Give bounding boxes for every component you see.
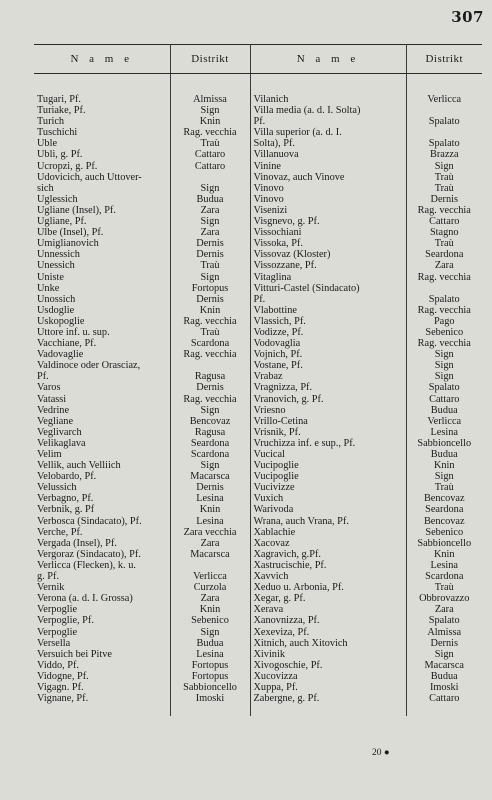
district-cell: Sign [434,371,454,383]
table-row [34,371,482,382]
place-name-cell: Vucical [250,449,406,460]
place-name-cell: Vegliane [34,416,170,427]
district-cell: Traù [434,482,454,494]
district-cell: Budua [430,404,458,416]
place-name-cell: Villa media (a. d. I. Solta) [250,105,406,116]
district-cell: Sign [170,460,250,471]
table-row [34,582,482,593]
district-cell: Budua [430,670,458,682]
place-name-cell: Verbagno, Pf. [34,493,170,504]
district-cell: Sebenico [425,526,464,538]
district-cell: Sign [434,471,454,483]
place-name-cell: Xastrucischie, Pf. [250,560,406,571]
district-cell: Traù [434,171,454,183]
place-name-cell: Vlassich, Pf. [250,316,406,327]
district-cell: Zara [170,593,250,604]
table-row [34,493,482,504]
place-name-cell: Verpoglie [34,627,170,638]
place-name-cell: Turich [34,116,170,127]
place-name-cell: Uble [34,138,170,149]
place-name-cell: Visgnevo, g. Pf. [250,216,406,227]
place-name-cell: Vignane, Pf. [34,693,170,716]
district-cell: Knin [170,504,250,515]
place-name-cell: Uskopoglie [34,316,170,327]
district-cell: Rag. vecchia [170,127,250,138]
place-name-cell: Verbosca (Sindacato), Pf. [34,516,170,527]
district-cell: Rag. vecchia [170,316,250,327]
district-cell: Cattaro [429,216,460,228]
place-name-cell: Ubli, g. Pf. [34,149,170,160]
signature-mark: 20 ● [372,748,390,758]
table-row [34,449,482,460]
district-cell: Seardona [170,438,250,449]
table-row [34,360,482,371]
place-name-cell: Unnessich [34,249,170,260]
table-row [34,638,482,649]
place-name-cell: Versuich bei Pitve [34,649,170,660]
page-number: 307 [451,8,484,26]
table-row [34,316,482,327]
place-name-cell: Verbnik, g. Pf [34,504,170,515]
district-cell: Sign [170,183,250,194]
table-row [34,349,482,360]
place-name-cell: Verche, Pf. [34,527,170,538]
district-cell: Traù [434,238,454,250]
place-name-cell: Vodovaglia [250,338,406,349]
district-cell: Fortopus [170,283,250,294]
table-row [34,116,482,127]
district-cell [406,105,482,116]
district-cell: Macarsca [170,549,250,560]
table-row [34,216,482,227]
table-row [34,593,482,604]
header-distrikt-left: Distrikt [170,45,250,74]
place-name-cell: Uglessich [34,194,170,205]
place-name-cell: Vacchiane, Pf. [34,338,170,349]
table-row [34,74,482,106]
place-name-cell: Vatassi [34,394,170,405]
district-cell: Sign [434,160,454,172]
place-name-cell: Solta), Pf. [250,138,406,149]
place-name-cell: Verlicca (Flecken), k. u. [34,560,170,571]
place-name-cell: Vlabottine [250,305,406,316]
table-row [34,538,482,549]
place-name-cell: Pf. [250,294,406,305]
district-cell: Dernis [170,382,250,393]
district-cell: Lesina [170,493,250,504]
place-name-cell: Viddo, Pf. [34,660,170,671]
table-body [34,74,482,717]
place-name-cell: Uttore inf. u. sup. [34,327,170,338]
place-name-cell: Versella [34,638,170,649]
district-cell: Knin [170,604,250,615]
district-cell: Traù [434,182,454,194]
district-cell: Imoski [429,681,459,693]
district-cell: Pago [433,315,455,327]
district-cell: Lesina [430,426,458,438]
table-row [34,382,482,393]
place-name-cell: Vrabaz [250,371,406,382]
place-name-cell: Velim [34,449,170,460]
table-row [34,571,482,582]
table-row [34,516,482,527]
district-cell: Sebenico [170,615,250,626]
place-name-cell: Xacovaz [250,538,406,549]
district-cell: Dernis [170,249,250,260]
place-name-cell: Vinovo [250,194,406,205]
place-name-cell: Pf. [250,116,406,127]
district-cell [406,127,482,138]
district-cell: Sign [170,216,250,227]
place-name-cell: Xivogoschie, Pf. [250,660,406,671]
district-cell: Zara [170,538,250,549]
district-cell: Verlicca [170,571,250,582]
district-cell [170,360,250,371]
district-cell: Stagno [429,227,459,239]
district-cell: Ragusa [170,427,250,438]
district-cell: Traù [434,582,454,594]
place-name-cell: Usdoglie [34,305,170,316]
district-cell: Budua [170,194,250,205]
place-name-cell: Vissovaz (Kloster) [250,249,406,260]
place-name-cell: Vrillo-Cetina [250,416,406,427]
place-name-cell: Xegar, g. Pf. [250,593,406,604]
place-name-cell: Vinovaz, auch Vinove [250,172,406,183]
place-name-cell: Xivinik [250,649,406,660]
place-name-cell: Xagravich, g.Pf. [250,549,406,560]
district-cell: Verlicca [427,415,462,427]
district-cell: Sign [170,105,250,116]
place-name-cell: Vitturi-Castel (Sindacato) [250,283,406,294]
table-row [34,138,482,149]
district-cell: Zara [170,205,250,216]
district-cell: Spalato [428,382,460,394]
place-name-cell: Umiglianovich [34,238,170,249]
place-name-cell: Vruchizza inf. e sup., Pf. [250,438,406,449]
district-cell [170,172,250,183]
table-row [34,161,482,172]
district-cell: Scardona [170,338,250,349]
district-cell: Zara [170,227,250,238]
district-cell: Zara vecchia [170,527,250,538]
district-cell: Scardona [425,571,464,583]
table-row [34,294,482,305]
place-name-cell: Velussich [34,482,170,493]
place-name-cell: Xitnich, auch Xitovich [250,638,406,649]
table-row [34,238,482,249]
district-cell: Curzola [170,582,250,593]
place-name-cell: g. Pf. [34,571,170,582]
table-row [34,194,482,205]
district-cell: Dernis [430,637,458,649]
table-row [34,549,482,560]
place-name-cell: Villanuova [250,149,406,160]
place-name-cell: Vidogne, Pf. [34,671,170,682]
table-row [34,127,482,138]
district-cell: Dernis [170,238,250,249]
district-cell: Almissa [427,626,462,638]
table-row [34,149,482,160]
district-cell: Seardona [425,249,464,261]
table-row [34,283,482,294]
district-cell: Spalato [428,615,460,627]
district-cell: Dernis [170,294,250,305]
place-name-cell: Velobardo, Pf. [34,471,170,482]
place-name-cell: Vedrine [34,405,170,416]
district-cell: Lesina [170,649,250,660]
table-row [34,615,482,626]
district-cell: Bencovaz [423,515,465,527]
district-cell: Rag. vecchia [417,204,471,216]
district-cell: Traù [170,138,250,149]
place-name-cell: Vissoka, Pf. [250,238,406,249]
district-cell: Rag. vecchia [417,304,471,316]
place-name-cell: Vellik, auch Velliich [34,460,170,471]
district-cell: Spalato [428,138,460,150]
place-name-cell: Vuxich [250,493,406,504]
district-cell: Cattaro [429,693,460,705]
place-name-cell: Vojnich, Pf. [250,349,406,360]
place-name-cell: Wrana, auch Vrana, Pf. [250,516,406,527]
place-name-cell: Xuppa, Pf. [250,682,406,693]
place-name-cell: Vinine [250,161,406,172]
table-row [34,394,482,405]
table-row [34,305,482,316]
district-cell: Spalato [428,293,460,305]
district-cell: Macarsca [424,659,464,671]
place-name-cell: Vragnizza, Pf. [250,382,406,393]
place-name-cell: sich [34,183,170,194]
table-row [34,405,482,416]
table-row [34,604,482,615]
place-name-cell: Vissochiani [250,227,406,238]
table-row [34,227,482,238]
district-cell: Ragusa [170,371,250,382]
place-name-cell: Xanovnizza, Pf. [250,615,406,626]
district-cell: Macarsca [170,471,250,482]
place-name-cell: Verpoglie, Pf. [34,615,170,626]
place-name-cell: Turiake, Pf. [34,105,170,116]
place-name-cell: Unessich [34,260,170,271]
district-cell: Cattaro [170,161,250,172]
place-name-cell: Veglivarch [34,427,170,438]
place-name-cell: Vrisnik, Pf. [250,427,406,438]
district-cell: Sabbioncello [417,437,472,449]
table-row [34,416,482,427]
district-cell: Bencovaz [170,416,250,427]
district-cell: Brazza [429,149,459,161]
district-cell: Rag. vecchia [417,338,471,350]
place-name-cell: Ugliane (Insel), Pf. [34,205,170,216]
district-cell: Sign [170,272,250,283]
district-cell: Cattaro [429,393,460,405]
district-cell: Dernis [430,193,458,205]
district-cell [406,283,482,294]
place-name-cell: Vucipoglie [250,460,406,471]
district-cell: Seardona [425,504,464,516]
place-name-cell: Unossich [34,294,170,305]
place-name-cell: Varos [34,382,170,393]
place-name-cell: Xexeviza, Pf. [250,627,406,638]
district-cell: Traù [170,260,250,271]
header-name-right: N a m e [250,45,406,74]
district-cell: Zara [434,260,454,272]
place-name-cell: Verona (a. d. I. Grossa) [34,593,170,604]
place-name-cell: Vigagn. Pf. [34,682,170,693]
district-cell: Budua [170,638,250,649]
place-name-cell: Vranovich, g. Pf. [250,394,406,405]
place-name-cell: Vriesno [250,405,406,416]
place-name-cell: Vitaglina [250,272,406,283]
district-cell: Obbrovazzo [419,593,470,605]
place-name-cell: Vodizze, Pf. [250,327,406,338]
place-name-cell: Vilanich [250,74,406,106]
district-cell: Knin [170,116,250,127]
table-row [34,627,482,638]
district-cell: Fortopus [170,671,250,682]
district-cell: Rag. vecchia [417,271,471,283]
place-name-cell: Vergada (Insel), Pf. [34,538,170,549]
district-cell: Spalato [428,116,460,128]
district-cell: Rag. vecchia [170,394,250,405]
place-name-cell: Warivoda [250,504,406,515]
place-name-cell: Vucipoglie [250,471,406,482]
header-distrikt-right: Distrikt [406,45,482,74]
place-name-cell: Vinovo [250,183,406,194]
table-row [34,671,482,682]
table-row [34,327,482,338]
district-cell: Verlicca [427,94,462,105]
table-row [34,560,482,571]
place-name-cell: Vergoraz (Sindacato), Pf. [34,549,170,560]
place-name-cell: Valdinoce oder Orasciaz, [34,360,170,371]
table-row [34,205,482,216]
table-row [34,249,482,260]
district-cell: Sign [434,648,454,660]
district-cell: Sign [434,349,454,361]
place-name-cell: Visenizi [250,205,406,216]
district-cell: Lesina [430,559,458,571]
district-cell: Sebenico [425,326,464,338]
district-cell: Bencovaz [423,493,465,505]
table-row [34,682,482,693]
place-name-cell: Vadovaglie [34,349,170,360]
header-row [34,45,482,74]
district-cell: Rag. vecchia [170,349,250,360]
district-cell: Knin [433,548,455,560]
table-row [34,482,482,493]
district-cell: Sabbioncello [170,682,250,693]
table-row [34,649,482,660]
place-name-cell: Udovicich, auch Uttover- [34,172,170,183]
place-name-cell: Xeduo u. Arbonia, Pf. [250,582,406,593]
place-index-table [34,44,482,716]
place-name-cell: Xerava [250,604,406,615]
table-row [34,260,482,271]
place-name-cell: Vernik [34,582,170,593]
header-name-left: N a m e [34,45,170,74]
place-name-cell: Xavvich [250,571,406,582]
table-row [34,438,482,449]
district-cell: Fortopus [170,660,250,671]
table-row [34,183,482,194]
district-cell: Budua [430,449,458,460]
place-name-cell: Unke [34,283,170,294]
district-cell: Almissa [170,74,250,106]
district-cell: Scardona [170,449,250,460]
place-name-cell: Ugliane, Pf. [34,216,170,227]
district-cell: Sign [170,405,250,416]
district-cell: Zara [434,604,454,616]
district-cell [170,560,250,571]
district-cell: Knin [433,460,455,472]
district-cell: Cattaro [170,149,250,160]
table-row [34,693,482,716]
district-cell: Dernis [170,482,250,493]
place-name-cell: Pf. [34,371,170,382]
place-name-cell: Tuschichi [34,127,170,138]
table-row [34,272,482,283]
table-row [34,427,482,438]
place-name-cell: Xablachie [250,527,406,538]
district-cell: Sign [170,627,250,638]
place-name-cell: Zabergne, g. Pf. [250,693,406,716]
district-cell: Imoski [170,693,250,716]
district-cell: Lesina [170,516,250,527]
district-cell: Sign [434,360,454,372]
place-name-cell: Tugari, Pf. [34,74,170,106]
table-row [34,172,482,183]
place-name-cell: Ucropzi, g. Pf. [34,161,170,172]
place-name-cell: Xucovizza [250,671,406,682]
place-name-cell: Velikaglava [34,438,170,449]
place-name-cell: Uniste [34,272,170,283]
table-row [34,460,482,471]
district-cell: Knin [170,305,250,316]
place-name-cell: Vucivizze [250,482,406,493]
table-row [34,471,482,482]
place-name-cell: Verpoglie [34,604,170,615]
table-row [34,504,482,515]
table-row [34,105,482,116]
table-row [34,660,482,671]
place-name-cell: Vissozzane, Pf. [250,260,406,271]
place-name-cell: Ulbe (Insel), Pf. [34,227,170,238]
district-cell: Sabbioncello [417,537,472,549]
table-row [34,338,482,349]
table-row [34,527,482,538]
district-cell: Traù [170,327,250,338]
place-name-cell: Vostane, Pf. [250,360,406,371]
place-name-cell: Villa superior (a. d. I. [250,127,406,138]
